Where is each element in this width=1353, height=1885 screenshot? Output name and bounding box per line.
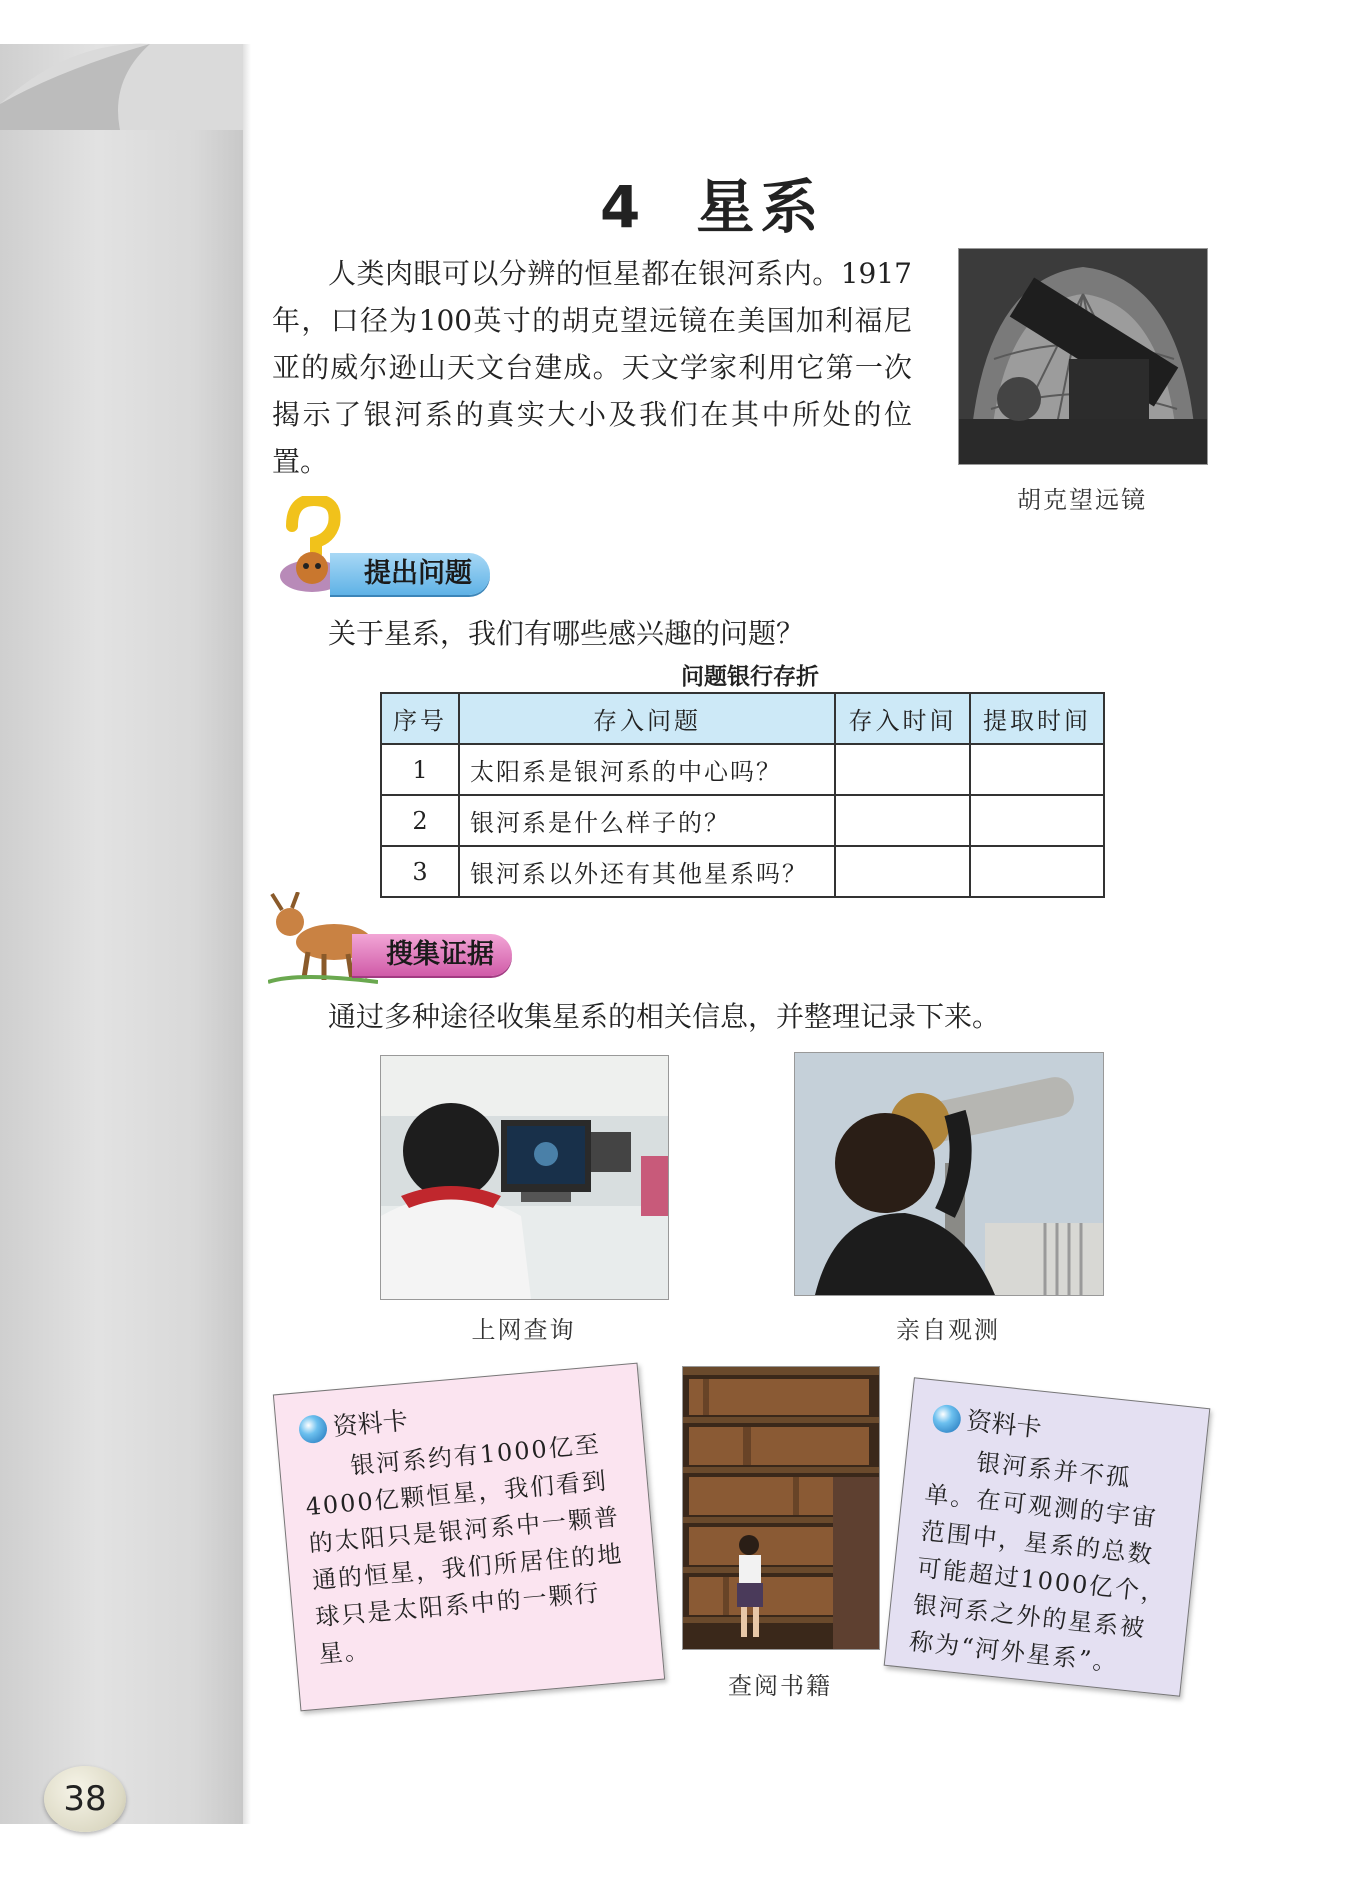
row-deposit-time — [835, 744, 970, 795]
row-deposit-time — [835, 846, 970, 897]
library-caption: 查阅书籍 — [728, 1672, 832, 1700]
table-row — [381, 846, 1104, 897]
lesson-title — [600, 160, 920, 244]
row-withdraw-time — [970, 795, 1104, 846]
question-bank-table — [380, 692, 1105, 898]
evidence-prompt: 通过多种途径收集星系的相关信息，并整理记录下来。 — [328, 1000, 1001, 1033]
telescope-observation-caption: 亲自观测 — [896, 1316, 1000, 1344]
library-photo — [682, 1366, 880, 1650]
column-header-question: 存入问题 — [459, 693, 835, 744]
info-card-left — [273, 1363, 665, 1712]
intro-paragraph — [272, 250, 912, 485]
info-card-title: 资料卡 — [331, 1405, 409, 1442]
sidebar-shadow — [243, 44, 251, 1824]
row-withdraw-time — [970, 744, 1104, 795]
row-question: 银河系以外还有其他星系吗？ — [459, 846, 835, 897]
table-row — [381, 744, 1104, 795]
section-badge-evidence: 搜集证据 — [352, 934, 512, 976]
column-header-index: 序号 — [381, 693, 459, 744]
page-sidebar — [0, 44, 243, 1824]
table-header-row — [381, 693, 1104, 744]
column-header-deposit-time: 存入时间 — [835, 693, 970, 744]
intro-text: 人类肉眼可以分辨的恒星都在银河系内。1917年，口径为100英寸的胡克望远镜在美国加利福尼亚的威尔逊山天文台建成。天文学家利用它第一次揭示了银河系的真实大小及我们在其中所处的位置。 — [272, 257, 912, 478]
internet-search-caption: 上网查询 — [471, 1316, 576, 1344]
question-bank-title: 问题银行存折 — [681, 664, 819, 690]
row-index: 1 — [381, 744, 459, 795]
globe-icon — [931, 1403, 962, 1434]
lesson-name: 星系 — [696, 173, 825, 241]
telescope-caption: 胡克望远镜 — [1017, 486, 1147, 514]
info-card-right — [884, 1377, 1211, 1697]
info-card-text: 银河系约有1000亿至4000亿颗恒星，我们看到的太阳只是银河系中一颗普通的恒星，我们所居住的地球只是太阳系中的一颗行星。 — [304, 1430, 625, 1669]
telescope-observation-photo — [794, 1052, 1104, 1296]
row-withdraw-time — [970, 846, 1104, 897]
row-question: 银河系是什么样子的？ — [459, 795, 835, 846]
telescope-photo — [958, 248, 1208, 465]
lesson-number: 4 — [600, 173, 647, 241]
row-deposit-time — [835, 795, 970, 846]
row-index: 2 — [381, 795, 459, 846]
section-badge-question: 提出问题 — [330, 553, 490, 595]
globe-icon — [298, 1414, 328, 1444]
internet-search-photo — [380, 1055, 669, 1300]
row-question: 太阳系是银河系的中心吗？ — [459, 744, 835, 795]
column-header-withdraw-time: 提取时间 — [970, 693, 1104, 744]
table-row — [381, 795, 1104, 846]
page-number: 38 — [44, 1766, 126, 1832]
question-prompt: 关于星系，我们有哪些感兴趣的问题？ — [328, 617, 805, 650]
row-index: 3 — [381, 846, 459, 897]
info-card-title: 资料卡 — [965, 1406, 1043, 1443]
info-card-text: 银河系并不孤单。在可观测的宇宙范围中，星系的总数可能超过1000亿个，银河系之外的星系被称为“河外星系”。 — [907, 1448, 1169, 1678]
page-curl-icon — [0, 0, 250, 130]
